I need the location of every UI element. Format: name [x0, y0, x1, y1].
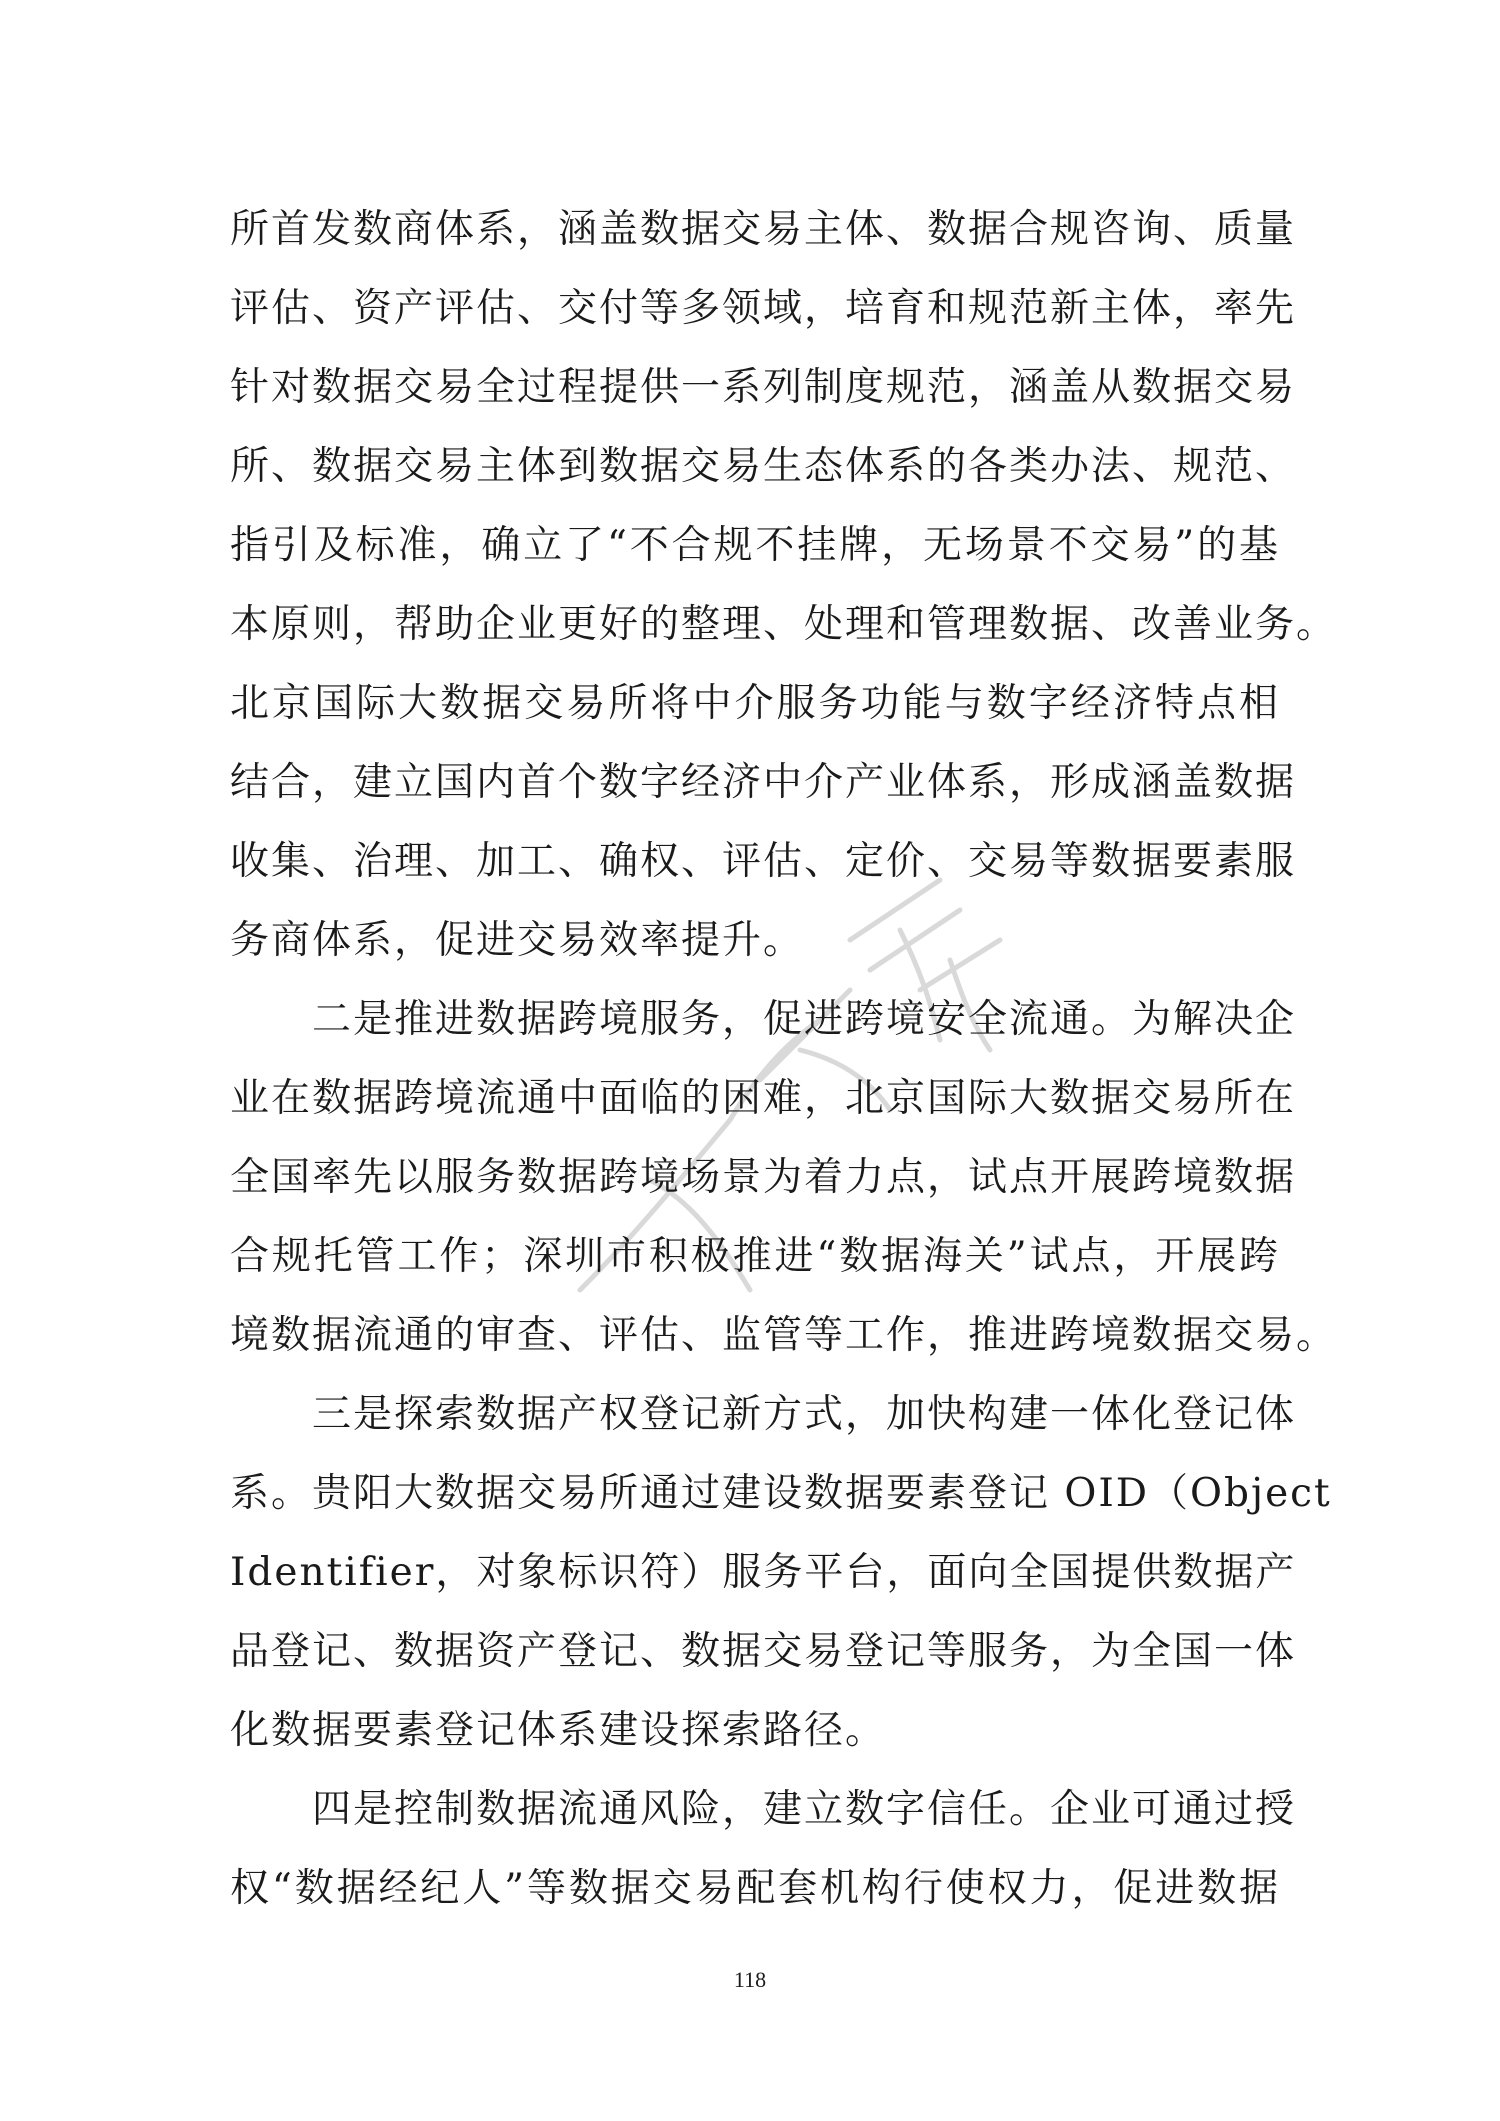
body-text: [230, 190, 1338, 1928]
text-line: 针对数据交易全过程提供一系列制度规范，涵盖从数据交易: [230, 365, 1297, 410]
page-number: 118: [733, 1967, 767, 1992]
text-line: 所首发数商体系，涵盖数据交易主体、数据合规咨询、质量: [230, 207, 1297, 252]
text-line: 权“数据经纪人”等数据交易配套机构行使权力，促进数据: [230, 1866, 1280, 1911]
text-line: 三是探索数据产权登记新方式，加快构建一体化登记体: [312, 1392, 1297, 1437]
text-line: 系。贵阳大数据交易所通过建设数据要素登记 OID（Object: [230, 1471, 1332, 1516]
text-line: 北京国际大数据交易所将中介服务功能与数字经济特点相: [230, 681, 1280, 726]
text-line: 品登记、数据资产登记、数据交易登记等服务，为全国一体: [230, 1629, 1297, 1674]
text-line: 合规托管工作；深圳市积极推进“数据海关”试点，开展跨: [230, 1234, 1280, 1279]
text-line: 评估、资产评估、交付等多领域，培育和规范新主体，率先: [230, 286, 1297, 331]
text-line: 指引及标准，确立了“不合规不挂牌，无场景不交易”的基: [230, 523, 1280, 568]
text-line: 所、数据交易主体到数据交易生态体系的各类办法、规范、: [230, 444, 1297, 489]
text-line: 务商体系，促进交易效率提升。: [230, 918, 805, 963]
text-line: 结合，建立国内首个数字经济中介产业体系，形成涵盖数据: [230, 760, 1297, 805]
text-line: Identifier，对象标识符）服务平台，面向全国提供数据产: [230, 1550, 1297, 1595]
text-line: 业在数据跨境流通中面临的困难，北京国际大数据交易所在: [230, 1076, 1297, 1121]
text-line: 全国率先以服务数据跨境场景为着力点，试点开展跨境数据: [230, 1155, 1297, 1200]
text-line: 化数据要素登记体系建设探索路径。: [230, 1708, 887, 1753]
text-line: 四是控制数据流通风险，建立数字信任。企业可通过授: [312, 1787, 1297, 1832]
text-line: 本原则，帮助企业更好的整理、处理和管理数据、改善业务。: [230, 602, 1338, 647]
text-line: 境数据流通的审查、评估、监管等工作，推进跨境数据交易。: [230, 1313, 1338, 1358]
text-line: 收集、治理、加工、确权、评估、定价、交易等数据要素服: [230, 839, 1297, 884]
text-line: 二是推进数据跨境服务，促进跨境安全流通。为解决企: [312, 997, 1297, 1042]
